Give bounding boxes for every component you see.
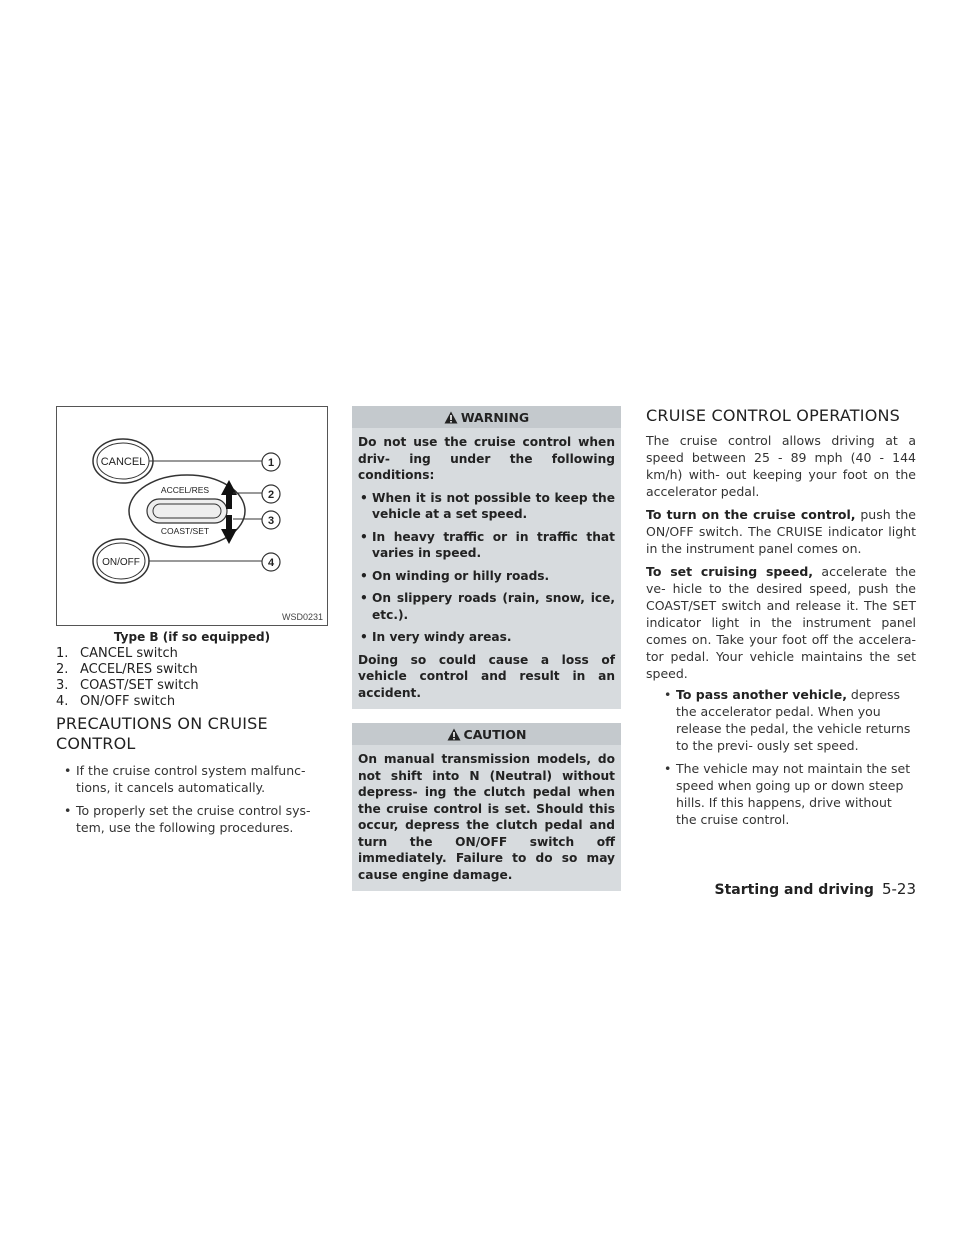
legend-item bbox=[56, 678, 328, 694]
list-item: • In very windy areas. bbox=[358, 629, 615, 646]
figure-caption: Type B (if so equipped) bbox=[113, 630, 271, 644]
cancel-label: CANCEL bbox=[100, 456, 146, 468]
list-item: • On slippery roads (rain, snow, ice, etc.). bbox=[358, 590, 615, 623]
figure-code: WSD0231 bbox=[281, 612, 323, 622]
precautions-list bbox=[56, 762, 328, 836]
onoff-label: ON/OFF bbox=[102, 557, 140, 568]
caution-title: CAUTION bbox=[463, 726, 527, 742]
legend-num: 3. bbox=[56, 678, 69, 693]
lever-knob bbox=[147, 499, 227, 523]
legend-text: ACCEL/RES switch bbox=[80, 662, 198, 677]
operations-list bbox=[656, 686, 916, 828]
legend-num: 2. bbox=[56, 662, 69, 677]
callout-3-label: 3 bbox=[267, 515, 275, 527]
warning-box bbox=[352, 406, 621, 709]
operations-intro: The cruise control allows driving at a speed between 25 - 89 mph (40 - 144 km/h) with- out keeping your foot on the accelerator pedal. bbox=[646, 433, 916, 499]
chapter-title: Starting and driving bbox=[714, 882, 874, 898]
warning-outro: Doing so could cause a loss of vehicle control and result in an accident. bbox=[358, 652, 615, 700]
pass-text: depress the accelerator pedal. When you release the pedal, the vehicle returns to the previ- ously set speed. bbox=[676, 687, 911, 753]
warning-intro: Do not use the cruise control when driv- ing under the following conditions: bbox=[358, 435, 615, 482]
warning-conditions bbox=[358, 490, 615, 646]
left-column bbox=[56, 406, 328, 842]
turn-on-label: To turn on the cruise control, bbox=[646, 507, 856, 522]
caution-header bbox=[352, 723, 621, 745]
legend-num: 4. bbox=[56, 694, 69, 709]
page-number: 5-23 bbox=[881, 880, 916, 898]
list-item: • In heavy traffic or in traffic that varies in speed. bbox=[358, 529, 615, 562]
set-speed-label: To set cruising speed, bbox=[646, 564, 814, 579]
set-speed-paragraph bbox=[646, 563, 916, 682]
warning-title: WARNING bbox=[460, 409, 530, 425]
precautions-heading bbox=[56, 714, 328, 754]
callout-2-label: 2 bbox=[267, 489, 275, 501]
caution-text: On manual transmission models, do not shift into N (Neutral) without depress- ing the clutch pedal when the cruise control is set. Should this occur, depress the clutch pedal and turn the ON/OFF switch off immediately. Failure to do so may cause engine damage. bbox=[358, 752, 615, 882]
list-item: • On winding or hilly roads. bbox=[358, 568, 615, 585]
list-item: • The vehicle may not maintain the set speed when going up or down steep hills. If this happens, drive without the cruise control. bbox=[658, 760, 916, 828]
legend-item bbox=[56, 694, 328, 710]
list-item: • If the cruise control system malfunc- tions, it cancels automatically. bbox=[58, 762, 328, 796]
turn-on-text: push the ON/OFF switch. The CRUISE indicator light in the instrument panel comes on. bbox=[646, 507, 916, 556]
callout-1-label: 1 bbox=[267, 457, 275, 469]
warning-header bbox=[352, 406, 621, 428]
middle-column bbox=[352, 406, 621, 891]
cruise-switch-diagram bbox=[57, 407, 327, 625]
caution-triangle-icon bbox=[447, 728, 461, 741]
right-column bbox=[646, 406, 916, 834]
precautions-heading-line1: PRECAUTIONS ON CRUISE bbox=[56, 714, 268, 733]
list-item: • When it is not possible to keep the vehicle at a set speed. bbox=[358, 490, 615, 523]
turn-on-paragraph bbox=[646, 506, 916, 557]
legend-text: COAST/SET switch bbox=[80, 678, 199, 693]
figure-legend bbox=[56, 646, 328, 710]
legend-item bbox=[56, 646, 328, 662]
operations-heading: CRUISE CONTROL OPERATIONS bbox=[646, 406, 901, 425]
legend-item bbox=[56, 662, 328, 678]
set-speed-text: accelerate the ve- hicle to the desired speed, push the COAST/SET switch and release it. The SET indicator light in the instrument panel comes on. Take your foot off the accelera- tor pedal. Your vehicle maintains the set speed. bbox=[646, 564, 916, 681]
accel-res-label: ACCEL/RES bbox=[160, 485, 210, 495]
cruise-switch-figure bbox=[56, 406, 328, 626]
legend-num: 1. bbox=[56, 646, 69, 661]
warning-triangle-icon bbox=[444, 411, 458, 424]
precautions-heading-line2: CONTROL bbox=[56, 734, 136, 753]
list-item: • To properly set the cruise control sys- tem, use the following procedures. bbox=[58, 802, 328, 836]
legend-text: CANCEL switch bbox=[80, 646, 178, 661]
pass-label: To pass another vehicle, bbox=[676, 687, 847, 702]
list-item bbox=[658, 686, 916, 754]
legend-text: ON/OFF switch bbox=[80, 694, 176, 709]
callout-4-label: 4 bbox=[267, 557, 275, 569]
caution-box bbox=[352, 723, 621, 891]
coast-set-label: COAST/SET bbox=[160, 526, 210, 536]
page-footer bbox=[715, 880, 916, 898]
